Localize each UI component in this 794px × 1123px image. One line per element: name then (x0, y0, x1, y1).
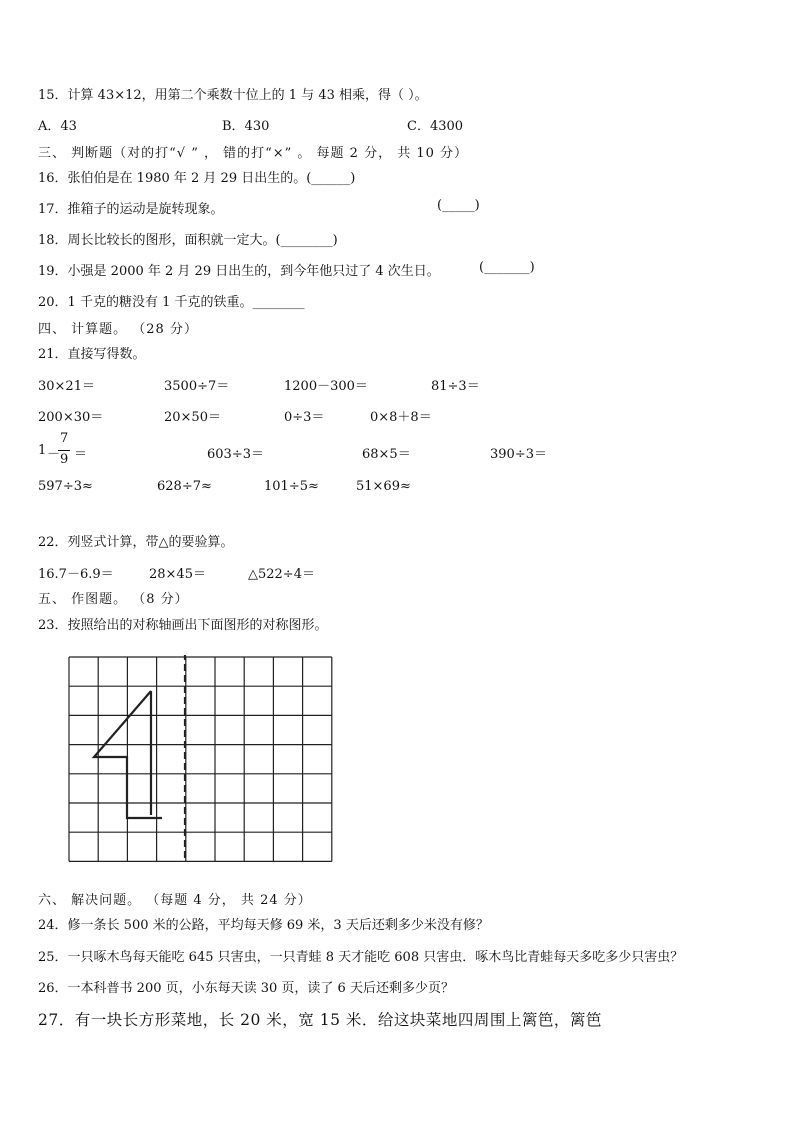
question-17: 17．推箱子的运动是旋转现象。 (38, 202, 224, 217)
calc-item: 390÷3＝ (490, 447, 547, 462)
q15-option-a: A．43 (38, 119, 77, 134)
calc-item: 68×5＝ (362, 447, 411, 462)
calc-item: 51×69≈ (356, 479, 411, 494)
calc-item: 101÷5≈ (264, 479, 319, 494)
fraction-whole: 1 (38, 443, 47, 458)
calc-item: 30×21＝ (38, 379, 95, 394)
fraction-numerator: 7 (60, 431, 69, 446)
calc-item: 1200－300＝ (284, 379, 368, 394)
question-22: 22．列竖式计算，带△的要验算。 (38, 535, 234, 550)
calc-item: 81÷3＝ (431, 379, 480, 394)
calc-item: 597÷3≈ (38, 479, 93, 494)
vertical-calc-item: 28×45＝ (149, 567, 206, 582)
fraction-equals: ＝ (74, 447, 88, 462)
q15-option-b: B．430 (222, 119, 270, 134)
question-18: 18．周长比较长的图形，面积就一定大。(________) (38, 233, 338, 248)
question-23: 23．按照给出的对称轴画出下面图形的对称图形。 (38, 618, 328, 633)
q17-answer-blank: (_____) (437, 198, 480, 213)
calc-item: 3500÷7＝ (164, 379, 230, 394)
fraction-expression (38, 431, 98, 471)
q19-answer-blank: (_______) (479, 260, 535, 275)
vertical-calc-item: △522÷4＝ (248, 567, 315, 582)
question-24: 24．修一条长 500 米的公路，平均每天修 69 米，3 天后还剩多少米没有修？ (38, 918, 489, 933)
calc-item: 200×30＝ (38, 410, 104, 425)
question-19: 19．小强是 2000 年 2 月 29 日出生的，到今年他只过了 4 次生日。 (38, 264, 440, 279)
question-20: 20．1 千克的糖没有 1 千克的铁重。________ (38, 295, 305, 310)
fraction-denominator: 9 (60, 452, 69, 467)
question-21: 21．直接写得数。 (38, 347, 146, 362)
vertical-calc-item: 16.7－6.9＝ (38, 567, 114, 582)
question-16: 16．张伯伯是在 1980 年 2 月 29 日出生的。(______) (38, 171, 356, 186)
calc-item: 628÷7≈ (157, 479, 212, 494)
fraction-bar (58, 450, 70, 451)
grid-lines (69, 657, 332, 861)
q15-option-c: C．4300 (407, 119, 464, 134)
calc-item: 20×50＝ (164, 410, 221, 425)
symmetry-grid (66, 655, 336, 865)
question-27: 27．有一块长方形菜地，长 20 米，宽 15 米．给这块菜地四周围上篱笆，篱笆 (38, 1011, 602, 1029)
question-15: 15．计算 43×12，用第二个乘数十位上的 1 与 43 相乘，得（ ）。 (38, 88, 428, 103)
section-4-title: 四、 计算题。 （28 分） (38, 322, 198, 337)
calc-item: 0×8＋8＝ (370, 410, 432, 425)
section-5-title: 五、 作图题。 （8 分） (38, 592, 189, 607)
calc-item: 0÷3＝ (284, 410, 325, 425)
section-3-title: 三、 判断题（对的打“√ ” ， 错的打“×” 。 每题 2 分， 共 10 分） (38, 146, 469, 161)
calc-item: 603÷3＝ (207, 447, 264, 462)
section-6-title: 六、 解决问题。 （每题 4 分， 共 24 分） (38, 893, 312, 908)
question-25: 25．一只啄木鸟每天能吃 645 只害虫，一只青蛙 8 天才能吃 608 只害虫．啄木鸟比青蛙每天多吃多少只害虫？ (38, 950, 684, 965)
question-26: 26．一本科普书 200 页，小东每天读 30 页，读了 6 天后还剩多少页？ (38, 981, 454, 996)
fraction-minus: － (47, 447, 61, 462)
